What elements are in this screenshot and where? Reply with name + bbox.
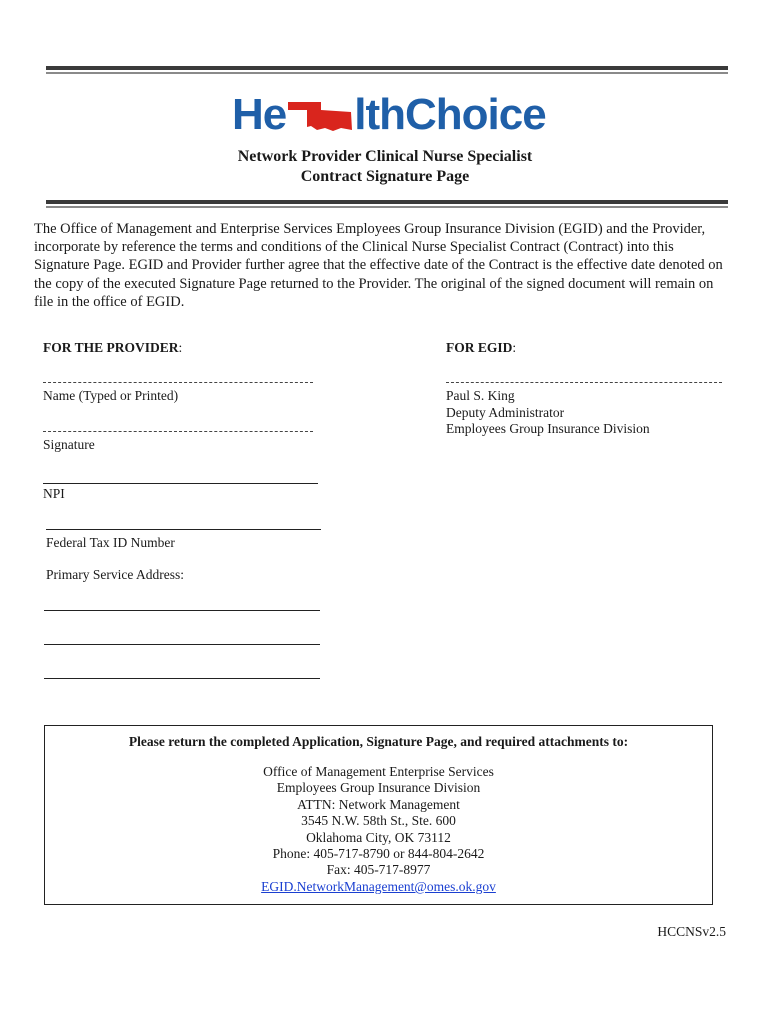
return-phone: Phone: 405-717-8790 or 844-804-2642 bbox=[272, 846, 485, 862]
provider-heading-text: FOR THE PROVIDER bbox=[43, 340, 179, 355]
egid-heading-colon: : bbox=[512, 340, 517, 355]
intro-paragraph: The Office of Management and Enterprise Services Employees Group Insurance Division (EGID) and the Provider, incorporate by reference the terms and conditions of the Clinical Nurse Specialist Contract (Contract) into this Signature Page. EGID and Provider further agree that the effective date of the Contract is the effective date denoted on the copy of the executed Signature Page returned to the Provider. The original of the signed document will remain on file in the office of EGID. bbox=[34, 221, 723, 310]
provider-npi-label: NPI bbox=[43, 486, 65, 501]
provider-tax-id-line[interactable] bbox=[46, 529, 321, 530]
provider-address-line-2[interactable] bbox=[44, 644, 320, 645]
form-version: HCCNSv2.5 bbox=[657, 924, 726, 939]
egid-signer-division: Employees Group Insurance Division bbox=[446, 421, 650, 436]
return-fax: Fax: 405-717-8977 bbox=[326, 862, 431, 878]
return-address-line: ATTN: Network Management bbox=[297, 796, 460, 812]
provider-name-label: Name (Typed or Printed) bbox=[43, 388, 179, 403]
return-box-heading: Please return the completed Application, Signature Page, and required attachments to: bbox=[128, 734, 629, 749]
provider-address-label: Primary Service Address: bbox=[46, 567, 184, 582]
egid-signature-line bbox=[446, 382, 722, 383]
return-instructions-box bbox=[44, 725, 713, 905]
oklahoma-state-icon bbox=[287, 96, 353, 134]
provider-heading-colon: : bbox=[178, 340, 183, 355]
return-address-line: 3545 N.W. 58th St., Ste. 600 bbox=[301, 813, 456, 829]
logo-text-left: He bbox=[232, 90, 287, 139]
return-email-link[interactable]: EGID.NetworkManagement@omes.ok.gov bbox=[261, 878, 496, 894]
provider-tax-id-label: Federal Tax ID Number bbox=[46, 535, 175, 550]
return-address-line: Employees Group Insurance Division bbox=[276, 780, 481, 796]
egid-signer-title: Deputy Administrator bbox=[446, 405, 565, 420]
mid-rule-thick bbox=[46, 200, 728, 204]
provider-address-line-3[interactable] bbox=[44, 678, 320, 679]
return-address-line: Office of Management Enterprise Services bbox=[263, 764, 494, 779]
page-title-line1: Network Provider Clinical Nurse Specialist bbox=[237, 148, 533, 165]
provider-name-line[interactable] bbox=[43, 382, 313, 383]
return-address-line: Oklahoma City, OK 73112 bbox=[306, 829, 451, 845]
provider-npi-line[interactable] bbox=[43, 483, 318, 484]
provider-address-line-1[interactable] bbox=[44, 610, 320, 611]
page-title-line2: Contract Signature Page bbox=[300, 168, 470, 185]
provider-signature-label: Signature bbox=[43, 437, 95, 452]
top-rule-thin bbox=[46, 72, 728, 74]
egid-signer-name: Paul S. King bbox=[446, 388, 515, 403]
return-address-block bbox=[45, 764, 712, 895]
egid-heading-text: FOR EGID bbox=[446, 340, 513, 355]
provider-signature-line[interactable] bbox=[43, 431, 313, 432]
mid-rule-thin bbox=[46, 206, 728, 208]
egid-heading bbox=[446, 340, 516, 356]
top-rule-thick bbox=[46, 66, 728, 70]
healthchoice-logo bbox=[232, 92, 546, 138]
logo-text-right: lthChoice bbox=[354, 90, 546, 139]
provider-heading bbox=[43, 340, 182, 356]
